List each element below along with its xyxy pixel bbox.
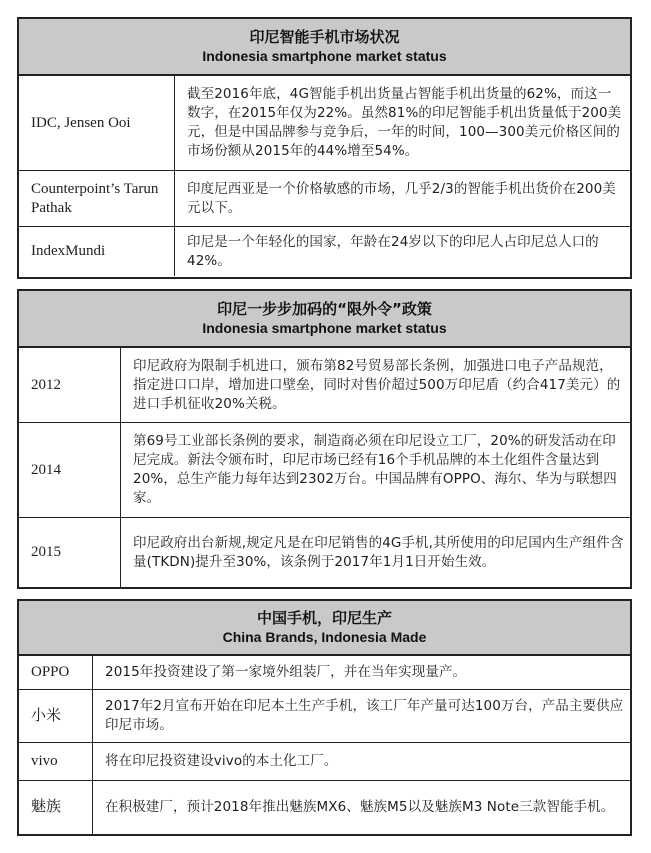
table-title-en: China Brands, Indonesia Made <box>222 629 427 645</box>
china-brands-table <box>17 599 632 836</box>
table-row <box>19 347 630 422</box>
policy-header <box>19 291 630 347</box>
row-source-label: IDC, Jensen Ooi <box>19 76 175 170</box>
table-title-zh: 印尼一步步加码的“限外令”政策 <box>217 300 432 318</box>
policy-table <box>17 289 632 589</box>
table-row <box>19 75 630 170</box>
row-brand-label: 魅族 <box>19 781 93 834</box>
table-row <box>19 780 630 834</box>
row-brand-label: vivo <box>19 743 93 780</box>
row-text: 印尼是一个年轻化的国家，年龄在24岁以下的印尼人占印尼总人口的42%。 <box>187 233 599 269</box>
china-brands-header <box>19 601 630 655</box>
row-year-label: 2015 <box>19 518 121 587</box>
table-row <box>19 226 630 276</box>
row-text: 将在印尼投资建设vivo的本土化工厂。 <box>105 753 338 769</box>
row-text: 印尼政府出台新规,规定凡是在印尼销售的4G手机,其所使用的印尼国内生产组件含量(TKDN)提升至30%，该条例于2017年1月1日开始生效。 <box>133 534 624 570</box>
row-text: 在积极建厂，预计2018年推出魅族MX6、魅族M5以及魅族M3 Note三款智能手机。 <box>105 799 615 815</box>
market-status-header <box>19 19 630 75</box>
table-row <box>19 742 630 780</box>
table-row <box>19 422 630 517</box>
table-row <box>19 517 630 587</box>
table-row <box>19 170 630 226</box>
table-title-en: Indonesia smartphone market status <box>202 320 447 336</box>
row-source-label: Counterpoint’s Tarun Pathak <box>19 171 175 226</box>
table-row <box>19 689 630 742</box>
row-text: 2015年投资建设了第一家境外组装厂，并在当年实现量产。 <box>105 664 467 680</box>
table-title-zh: 印尼智能手机市场状况 <box>249 28 400 46</box>
table-row <box>19 655 630 689</box>
row-year-label: 2014 <box>19 423 121 517</box>
row-year-label: 2012 <box>19 348 121 422</box>
row-text: 第69号工业部长条例的要求，制造商必须在印尼设立工厂，20%的研发活动在印尼完成。新法令颁布时，印尼市场已经有16个手机品牌的本土化组件含量达到20%，总生产能力每年达到2302万台。中国品牌有OPPO、海尔、华为与联想四家。 <box>133 433 617 506</box>
table-title-zh: 中国手机，印尼生产 <box>256 609 392 627</box>
row-text: 印尼政府为限制手机进口，颁布第82号贸易部长条例，加强进口电子产品规范，指定进口口岸，增加进口壁垒，同时对售价超过500万印尼盾（约合417美元）的进口手机征收20%关税。 <box>133 357 621 412</box>
table-title-en: Indonesia smartphone market status <box>202 48 447 64</box>
row-text: 截至2016年底，4G智能手机出货量占智能手机出货量的62%，而这一数字，在2015年仅为22%。虽然81%的印尼智能手机出货量低于200美元，但是中国品牌参与竞争后，一年的时间，100—300美元价格区间的市场份额从2015年的44%增至54%。 <box>187 86 622 159</box>
row-brand-label: 小米 <box>19 690 93 742</box>
market-status-table <box>17 17 632 279</box>
row-source-label: IndexMundi <box>19 227 175 276</box>
row-brand-label: OPPO <box>19 656 93 689</box>
row-text: 印度尼西亚是一个价格敏感的市场，几乎2/3的智能手机出货价在200美元以下。 <box>187 180 616 216</box>
row-text: 2017年2月宣布开始在印尼本土生产手机，该工厂年产量可达100万台，产品主要供应印尼市场。 <box>105 698 624 733</box>
